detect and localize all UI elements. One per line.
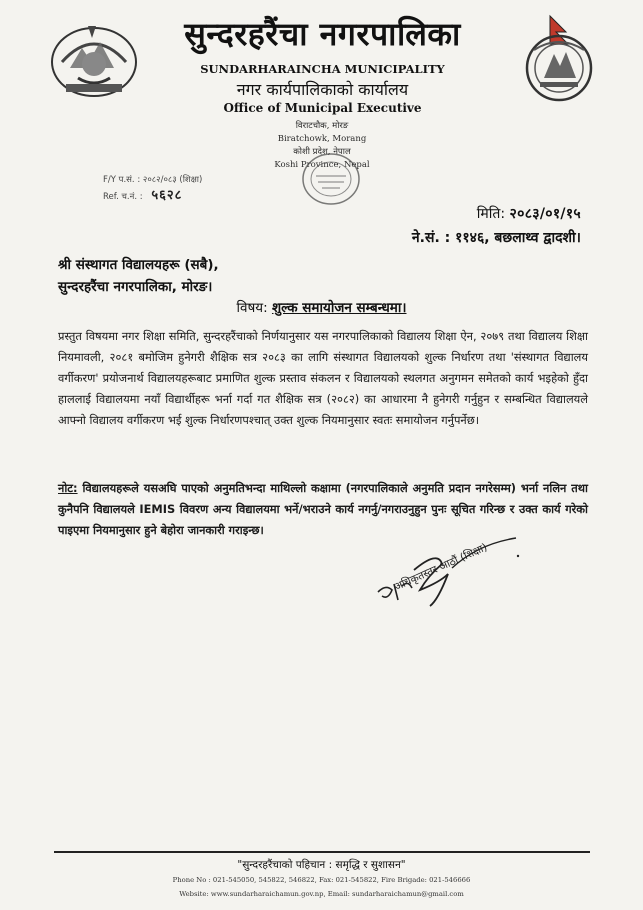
stamp-line: विराटचौक, मोरङ bbox=[295, 121, 349, 131]
fiscal-year-label: F/Y प.सं. : bbox=[103, 175, 141, 185]
recipient-block bbox=[58, 254, 219, 298]
municipality-logo-icon bbox=[516, 14, 602, 106]
date-line bbox=[477, 204, 581, 223]
footer-divider bbox=[54, 851, 590, 853]
footer-contact: Phone No : 021-545050, 545822, 546822, Fax: 021-545822, Fire Brigade: 021-546666 bbox=[172, 876, 471, 884]
date-value: २०८३/०१/१५ bbox=[509, 206, 581, 222]
municipality-title-np: सुन्दरहरैंचा नगरपालिका bbox=[184, 15, 461, 53]
footer-website: Website: www.sundarharaichamun.gov.np, Email: sundarharaichamun@gmail.com bbox=[179, 890, 464, 898]
office-title-en: Office of Municipal Executive bbox=[223, 101, 422, 115]
stamp-line: Koshi Province, Nepal bbox=[274, 160, 370, 170]
footer-motto: "सुन्दरहरैंचाको पहिचान : समृद्धि र सुशासन" bbox=[237, 859, 406, 871]
signatory-caption: अधिकृतस्तर आठौं (शिक्षा) bbox=[392, 541, 490, 594]
note-label: नोट: bbox=[58, 481, 78, 495]
fiscal-year-row bbox=[103, 172, 202, 188]
stamp-line: कोशी प्रदेश, नेपाल bbox=[293, 147, 351, 157]
round-seal-icon bbox=[300, 150, 362, 208]
note-text: विद्यालयहरूले यसअघि पाएको अनुमतिभन्दा माथिल्लो कक्षामा (नगरपालिकाले अनुमति प्रदान नगरेसम्म) भर्ना नलिन तथा कुनैपनि विद्यालयले IEMIS विवरण अन्य विद्यालयमा भर्ने/भराउने कार्य नगर्नु/नगराउनुहुन पुनः सूचित गरिन्छ र उक्त कार्य गरेको पाइएमा नियमानुसार हुने बेहोरा जानकारी गराइन्छ। bbox=[58, 481, 588, 537]
handwritten-signature bbox=[368, 530, 528, 615]
subject-text: शुल्क समायोजन सम्बन्धमा। bbox=[271, 300, 407, 316]
nepal-sambat-line bbox=[412, 228, 581, 247]
nepal-emblem-icon bbox=[48, 18, 140, 100]
ns-value: ११४६, बछलाथ्व द्वादशी। bbox=[455, 230, 581, 246]
ref-number-label: Ref. च.नं. : bbox=[103, 192, 143, 202]
ref-number-value: ५६२८ bbox=[151, 188, 183, 203]
subject-line bbox=[0, 298, 643, 316]
municipality-title-en: SUNDARHARAINCHA MUNICIPALITY bbox=[200, 62, 445, 76]
body-paragraph: प्रस्तुत विषयमा नगर शिक्षा समिति, सुन्दरहरैंचाको निर्णयानुसार यस नगरपालिकाको विद्यालय शिक्षा ऐन, २०७९ तथा विद्यालय शिक्षा नियमावली, २०८१ बमोजिम हुनेगरी शैक्षिक सत्र २०८३ का लागि संस्थागत विद्यालयको शुल्क निर्धारण तथा 'संस्थागत विद्यालय वर्गीकरण' प्रयोजनार्थ विद्यालयहरूबाट प्रमाणित शुल्क प्रस्ताव संकलन र विद्यालयको स्थलगत अनुगमन समेतको कार्य भइहेको हुँदा हाललाई विद्यालयमा नयाँ विद्यार्थीहरू भर्ना गर्दा गत शैक्षिक सत्र (२०८२) का आधारमा नै हुनेगरी गर्नुहुन र सम्बन्धित विद्यालयले आफ्नो विद्यालय वर्गीकरण भई शुल्क निर्धारणपश्चात् उक्त शुल्क नियमानुसार स्वतः समायोजन गर्नुपर्नेछ। bbox=[58, 329, 588, 427]
recipient-line: सुन्दरहरैंचा नगरपालिका, मोरङ। bbox=[58, 279, 213, 295]
date-label: मिति: bbox=[476, 206, 506, 222]
ref-number-row bbox=[103, 188, 202, 205]
fiscal-year-value: २०८२/०८३ (शिक्षा) bbox=[142, 175, 203, 185]
reference-block bbox=[103, 172, 202, 205]
office-title-np: नगर कार्यपालिकाको कार्यालय bbox=[236, 80, 409, 99]
stamp-line: Biratchowk, Morang bbox=[277, 134, 367, 144]
ns-label: ने.सं. : bbox=[411, 230, 451, 246]
subject-label: विषय: bbox=[236, 300, 268, 316]
recipient-line: श्री संस्थागत विद्यालयहरू (सबै), bbox=[58, 257, 219, 273]
